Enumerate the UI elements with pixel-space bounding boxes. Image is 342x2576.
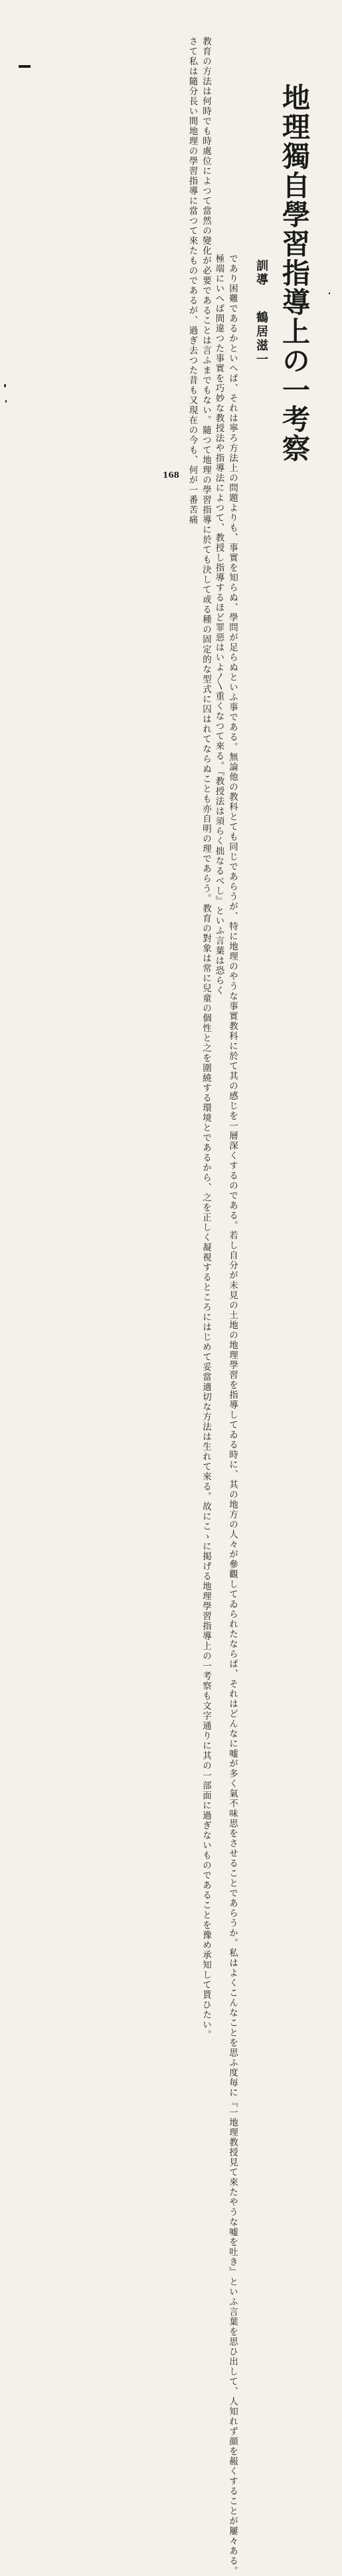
author-name: 鶴居滋一 [254, 311, 268, 367]
ink-speck [5, 400, 7, 403]
ink-speck [4, 384, 6, 387]
ink-speck [329, 292, 330, 294]
section-number-mark [17, 58, 33, 78]
author-line [251, 259, 271, 472]
paragraph-1: 教育の方法は何時でも時處位によつて當然の變化が必要であることは言ふまでもない。隨つて地理の學習指導に於ても決して或る種の固定的な型式に囚はれてならぬことも亦自明の理であらう。教育の對象は常に兒童の個性と之を圍繞する環境とであるから、之を正しく凝視するところにはじめて妥當適切な方法は生れて來る。故にこゝに掲げる地理學習指導上の一考察も文字通りに其の一部面に過ぎないものであることを豫め承知して貰ひたい。 [201, 37, 211, 2040]
author-role: 訓導 [254, 259, 268, 287]
paragraph-2: さて私は隨分長い間地理の學習指導に當つて來たものであるが、過ぎ去つた昔も又現在の今も、何が一番苦痛 [187, 37, 198, 525]
article-title: 地理獨自學習指導上の一考察 [278, 83, 311, 463]
page-number: 168 [162, 470, 180, 480]
paragraph-3: であり困難であるかといへば、それは寧ろ方法上の問題よりも、事實を知らぬ、學問が足らぬといふ事である。無論他の教科とても同じであらうが、特に地理のやうな事實教科に於て其の感じを一層深くするのである。若し自分が未見の土地の地理學習を指導してゐる時に、其の地方の人々が參觀してゐられたならば、それはどんなに嘘が多く氣不味思をさせることであらうか。私はよくこんなことを思ふ度毎に『一地理教授見て來たやうな嘘を吐き』といふ言葉を思ひ出して、人知れず顔を赧くすることが屢々ある。 [227, 254, 238, 2576]
paragraph-4: 極端にいへば間違つた事實を巧妙な教授法や指導法によつて、教授し指導するほど罪惡はいよ〳〵重くなつて來る。『教授法は須らく拙なるべし』といふ言葉は恐らく [213, 254, 224, 996]
